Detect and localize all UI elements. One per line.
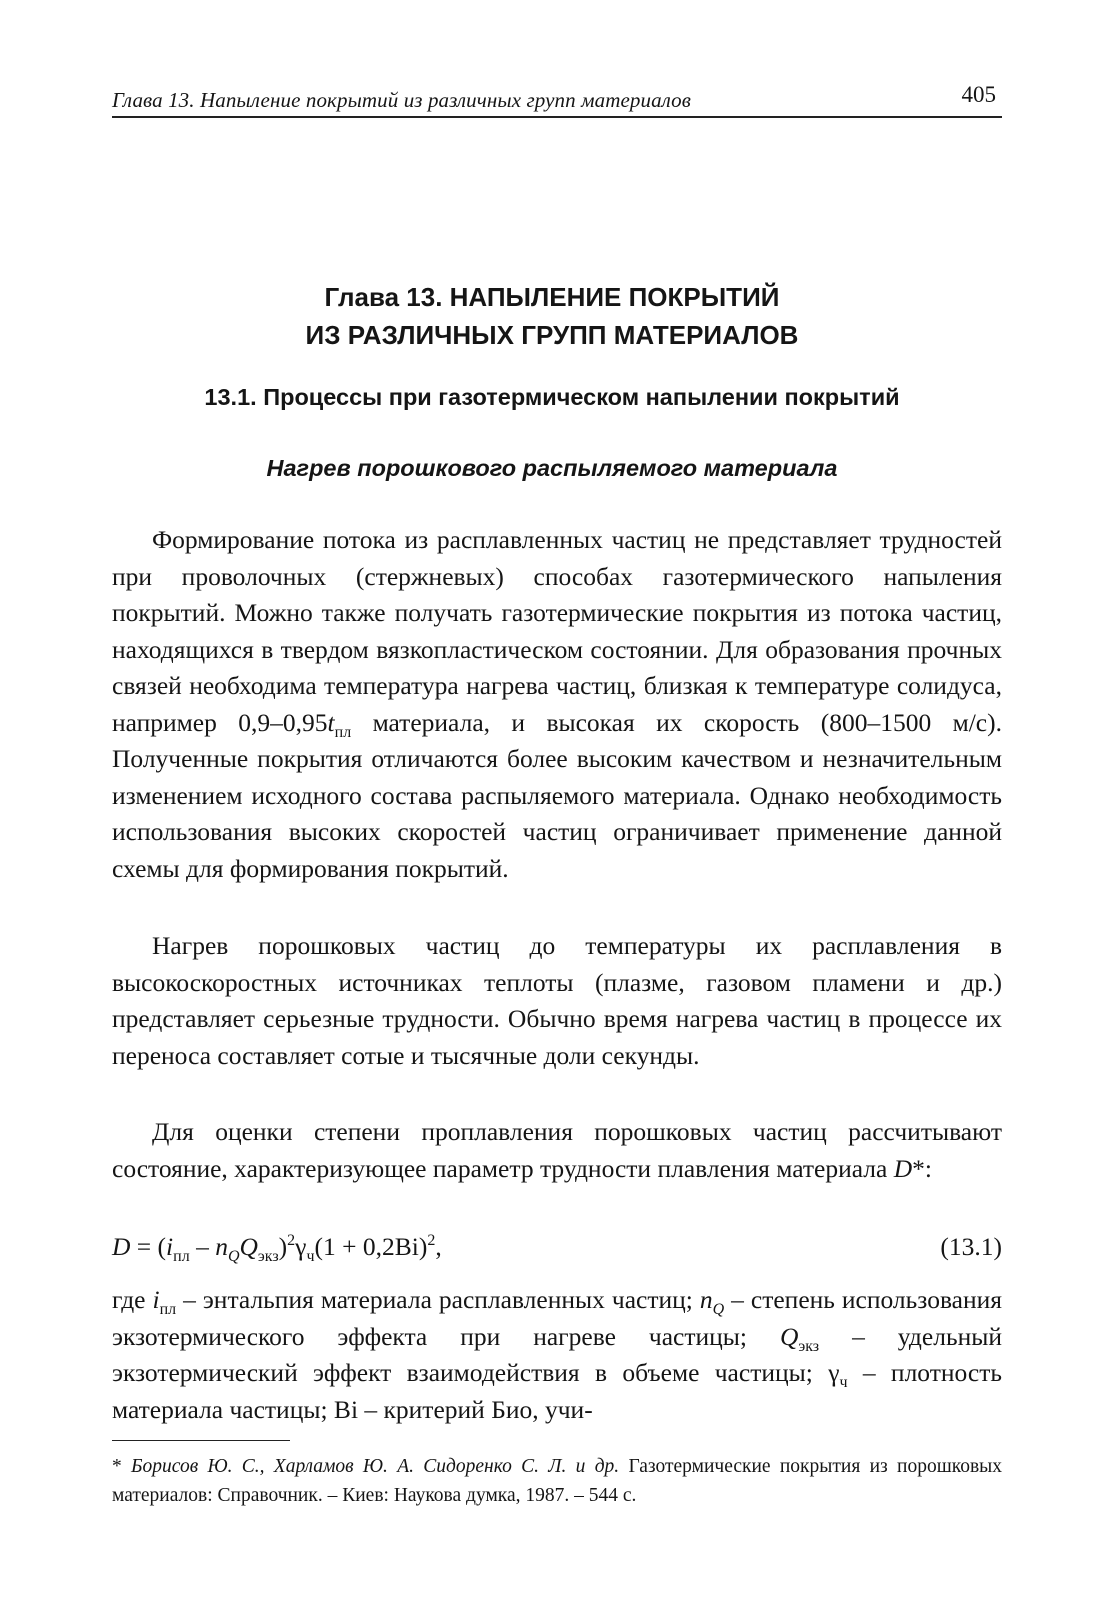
running-title: Глава 13. Напыление покрытий из различных групп материалов xyxy=(112,88,692,112)
section-title: 13.1. Процессы при газотермическом напылении покрытий xyxy=(204,384,900,410)
paragraph-3-part-b: *: xyxy=(912,1153,932,1183)
paragraph-1-text xyxy=(112,522,1002,887)
variable-t: t xyxy=(327,707,335,737)
footnote-marker: * xyxy=(112,1456,132,1477)
formula-13-1 xyxy=(112,1232,1002,1272)
chapter-title-line-2: ИЗ РАЗЛИЧНЫХ ГРУПП МАТЕРИАЛОВ xyxy=(305,320,799,350)
paragraph-1 xyxy=(112,522,1002,887)
paragraph-3 xyxy=(112,1114,1002,1187)
chapter-title-line-1: Глава 13. НАПЫЛЕНИЕ ПОКРЫТИЙ xyxy=(324,282,780,312)
formula-expression: $D = (i_{пл} - n_QQ_{экз})^2\gamma_ч(1 + 0,2Bi)^2$, xyxy=(112,1232,442,1265)
chapter-title xyxy=(0,278,1104,354)
paragraph-2 xyxy=(112,928,1002,1074)
paragraph-3-part-a: Для оценки степени проплавления порошковых частиц рассчитывают состояние, характеризующее параметр трудности плавления материала xyxy=(112,1117,1002,1183)
running-header xyxy=(112,82,1002,118)
paragraph-1-part-b: материала, и высокая их скорость (800–1500 м/с). Полученные покрытия отличаются более высоким качеством и незначительным изменением исходного состава распыляемого материала. Однако необходимость использования высоких скоростей частиц ограничивает применение данной схемы для формирования покрытий. xyxy=(112,707,1002,883)
paragraph-2-text: Нагрев порошковых частиц до температуры их расплавления в высокоскоростных источниках теплоты (плазме, газовом пламени и др.) представляет серьезные трудности. Обычно время нагрева частиц в процессе их переноса составляет сотые и тысячные доли секунды. xyxy=(112,931,1002,1070)
footnote-authors: Борисов Ю. С., Харламов Ю. А. Сидоренко С. Л. и др. xyxy=(131,1456,620,1477)
page-number: 405 xyxy=(961,82,996,107)
subscript-pl: пл xyxy=(334,723,352,741)
paragraph-1-part-a: Формирование потока из расплавленных частиц не представляет трудностей при проволочных (стержневых) способах газотермического напыления покрытий. Можно также получать газотермические покрытия из потока частиц, находящихся в твердом вязкопластическом состоянии. Для образования прочных связей необходима температура нагрева частиц, близкая к температуре солидуса, например 0,9–0,95 xyxy=(112,525,1002,737)
paragraph-definitions xyxy=(112,1282,1002,1428)
definitions-text: где $i_{пл}$ – энтальпия материала расплавленных частиц; $n_Q$ – степень использования экзотермического эффекта при нагреве частицы; $Q_{экз}$ – удельный экзотермический эффект взаимодействия в объеме частицы; $\gamma_ч$ – плотность материала частицы; Bi – критерий Био, учи- xyxy=(112,1285,1003,1424)
paragraph-3-text xyxy=(112,1114,1002,1187)
footnote-divider xyxy=(112,1440,290,1441)
footnote-text: Газотермические покрытия из порошковых материалов: Справочник. – Киев: Наукова думка, 1987. – 544 с. xyxy=(112,1456,1002,1506)
footnote xyxy=(112,1452,1002,1510)
variable-D: D xyxy=(893,1153,913,1183)
equation-number: (13.1) xyxy=(940,1232,1002,1261)
subsection-title: Нагрев порошкового распыляемого материала xyxy=(266,455,838,481)
